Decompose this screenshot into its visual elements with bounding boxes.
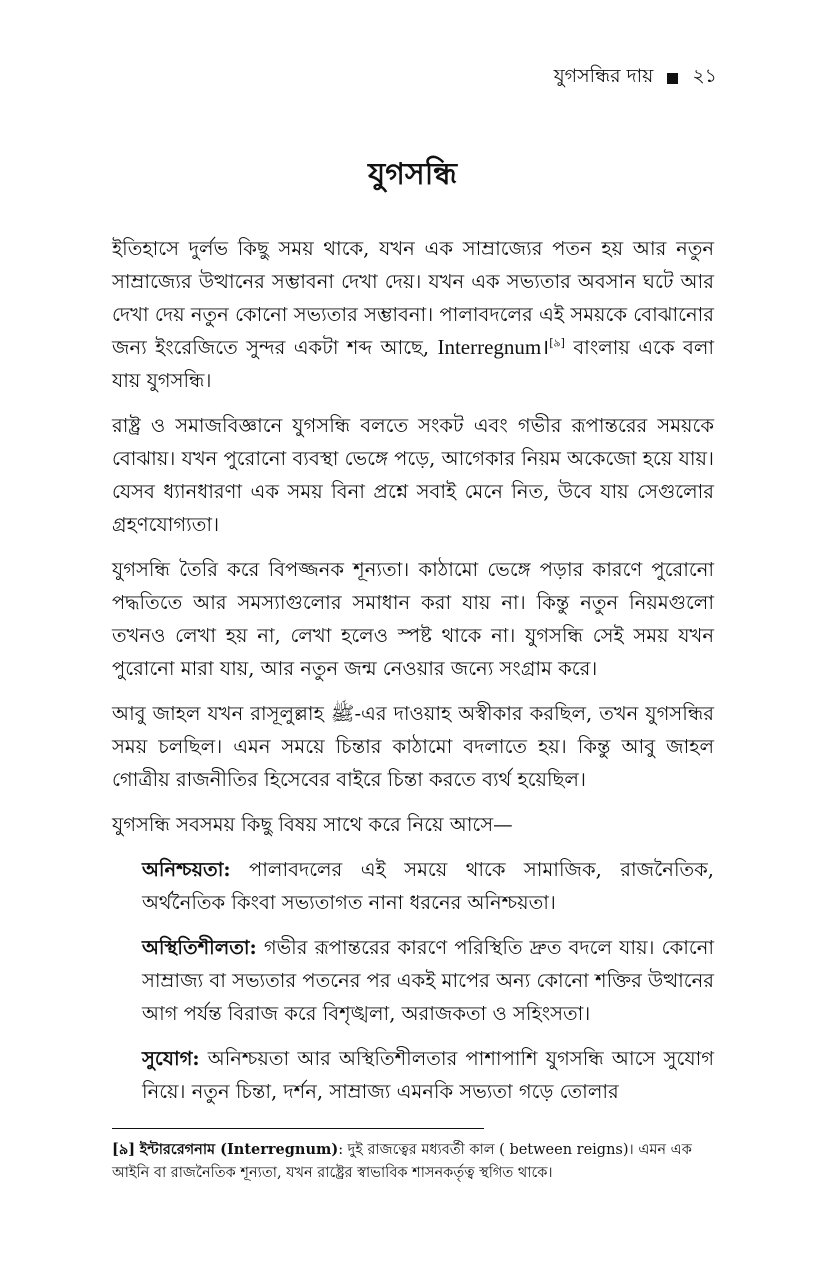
running-header <box>554 62 717 94</box>
paragraph-3: যুগসন্ধি তৈরি করে বিপজ্জনক শূন্যতা। কাঠামো ভেঙ্গে পড়ার কারণে পুরোনো পদ্ধতিতে আর সমস্যাগুলোর সমাধান করা যায় না। কিন্তু নতুন নিয়মগুলো তখনও লেখা হয় না, লেখা হলেও স্পষ্ট থাকে না। যুগসন্ধি সেই সময় যখন পুরোনো মারা যায়, আর নতুন জন্ম নেওয়ার জন্যে সংগ্রাম করে। <box>112 558 714 680</box>
separator-square-icon <box>667 73 678 84</box>
chapter-title: যুগসন্ধি <box>367 157 458 192</box>
footnote-text: : দুই রাজত্বের মধ্যবর্তী কাল ( between reigns)। এমন এক আইনি বা রাজনৈতিক শূন্যতা, যখন রাষ্ট্রের স্বাভাবিক শাসনকর্তৃত্ব স্থগিত থাকে। <box>112 1142 692 1181</box>
paragraph-1-tail: বাংলায় একে বলা যায় যুগসন্ধি। <box>112 336 714 392</box>
body-text <box>112 232 714 1120</box>
term-uncertainty <box>142 853 714 919</box>
term-text: পালাবদলের এই সময়ে থাকে সামাজিক, রাজনৈতিক, অর্থনৈতিক কিংবা সভ্যতাগত নানা ধরনের অনিশ্চয়তা। <box>142 858 714 914</box>
page-number: ২১ <box>692 65 717 87</box>
footnote-mark: [৯] <box>112 1141 136 1158</box>
paragraph-5: যুগসন্ধি সবসময় কিছু বিষয় সাথে করে নিয়ে আসে— <box>112 813 513 836</box>
footnote-reference[interactable]: [৯] <box>549 336 565 350</box>
running-title: যুগসন্ধির দায় <box>553 65 654 87</box>
paragraph-1 <box>112 232 714 397</box>
term-label: অস্থিতিশীলতা: <box>142 936 257 959</box>
paragraph-4: আবু জাহল যখন রাসূলুল্লাহ ﷺ-এর দাওয়াহ অস্বীকার করছিল, তখন যুগসন্ধির সময় চলছিল। এমন সময়ে চিন্তার কাঠামো বদলাতে হয়। কিন্তু আবু জাহল গোত্রীয় রাজনীতির হিসেবের বাইরে চিন্তা করতে ব্যর্থ হয়েছিল। <box>112 702 714 791</box>
footnote-term: ইন্টাররেগনাম (Interregnum) <box>139 1141 339 1158</box>
term-instability <box>142 931 714 1030</box>
term-text: অনিশ্চয়তা আর অস্থিতিশীলতার পাশাপাশি যুগসন্ধি আসে সুযোগ নিয়ে। নতুন চিন্তা, দর্শন, সাম্রাজ্য এমনকি সভ্যতা গড়ে তোলার <box>142 1047 714 1103</box>
term-label: অনিশ্চয়তা: <box>142 858 231 881</box>
term-label: সুযোগ: <box>142 1047 200 1070</box>
paragraph-1-text: ইতিহাসে দুর্লভ কিছু সময় থাকে, যখন এক সাম্রাজ্যের পতন হয় আর নতুন সাম্রাজ্যের উত্থানের সম্ভাবনা দেখা দেয়। যখন এক সভ্যতার অবসান ঘটে আর দেখা দেয় নতুন কোনো সভ্যতার সম্ভাবনা। পালাবদলের এই সময়কে বোঝানোর জন্য ইংরেজিতে সুন্দর একটা শব্দ আছে, <box>112 237 714 359</box>
term-text: গভীর রূপান্তরের কারণে পরিস্থিতি দ্রুত বদলে যায়। কোনো সাম্রাজ্য বা সভ্যতার পতনের পর একই মাপের অন্য কোনো শক্তির উত্থানের আগ পর্যন্ত বিরাজ করে বিশৃঙ্খলা, অরাজকতা ও সহিংসতা। <box>142 936 714 1025</box>
interregnum-term: Interregnum। <box>437 335 550 359</box>
footnote-divider <box>112 1128 484 1129</box>
term-opportunity <box>142 1042 714 1108</box>
paragraph-2: রাষ্ট্র ও সমাজবিজ্ঞানে যুগসন্ধি বলতে সংকট এবং গভীর রূপান্তরের সময়কে বোঝায়। যখন পুরোনো ব্যবস্থা ভেঙ্গে পড়ে, আগেকার নিয়ম অকেজো হয়ে যায়। যেসব ধ্যানধারণা এক সময় বিনা প্রশ্নে সবাই মেনে নিত, উবে যায় সেগুলোর গ্রহণযোগ্যতা। <box>112 414 714 536</box>
footnote <box>112 1138 717 1185</box>
